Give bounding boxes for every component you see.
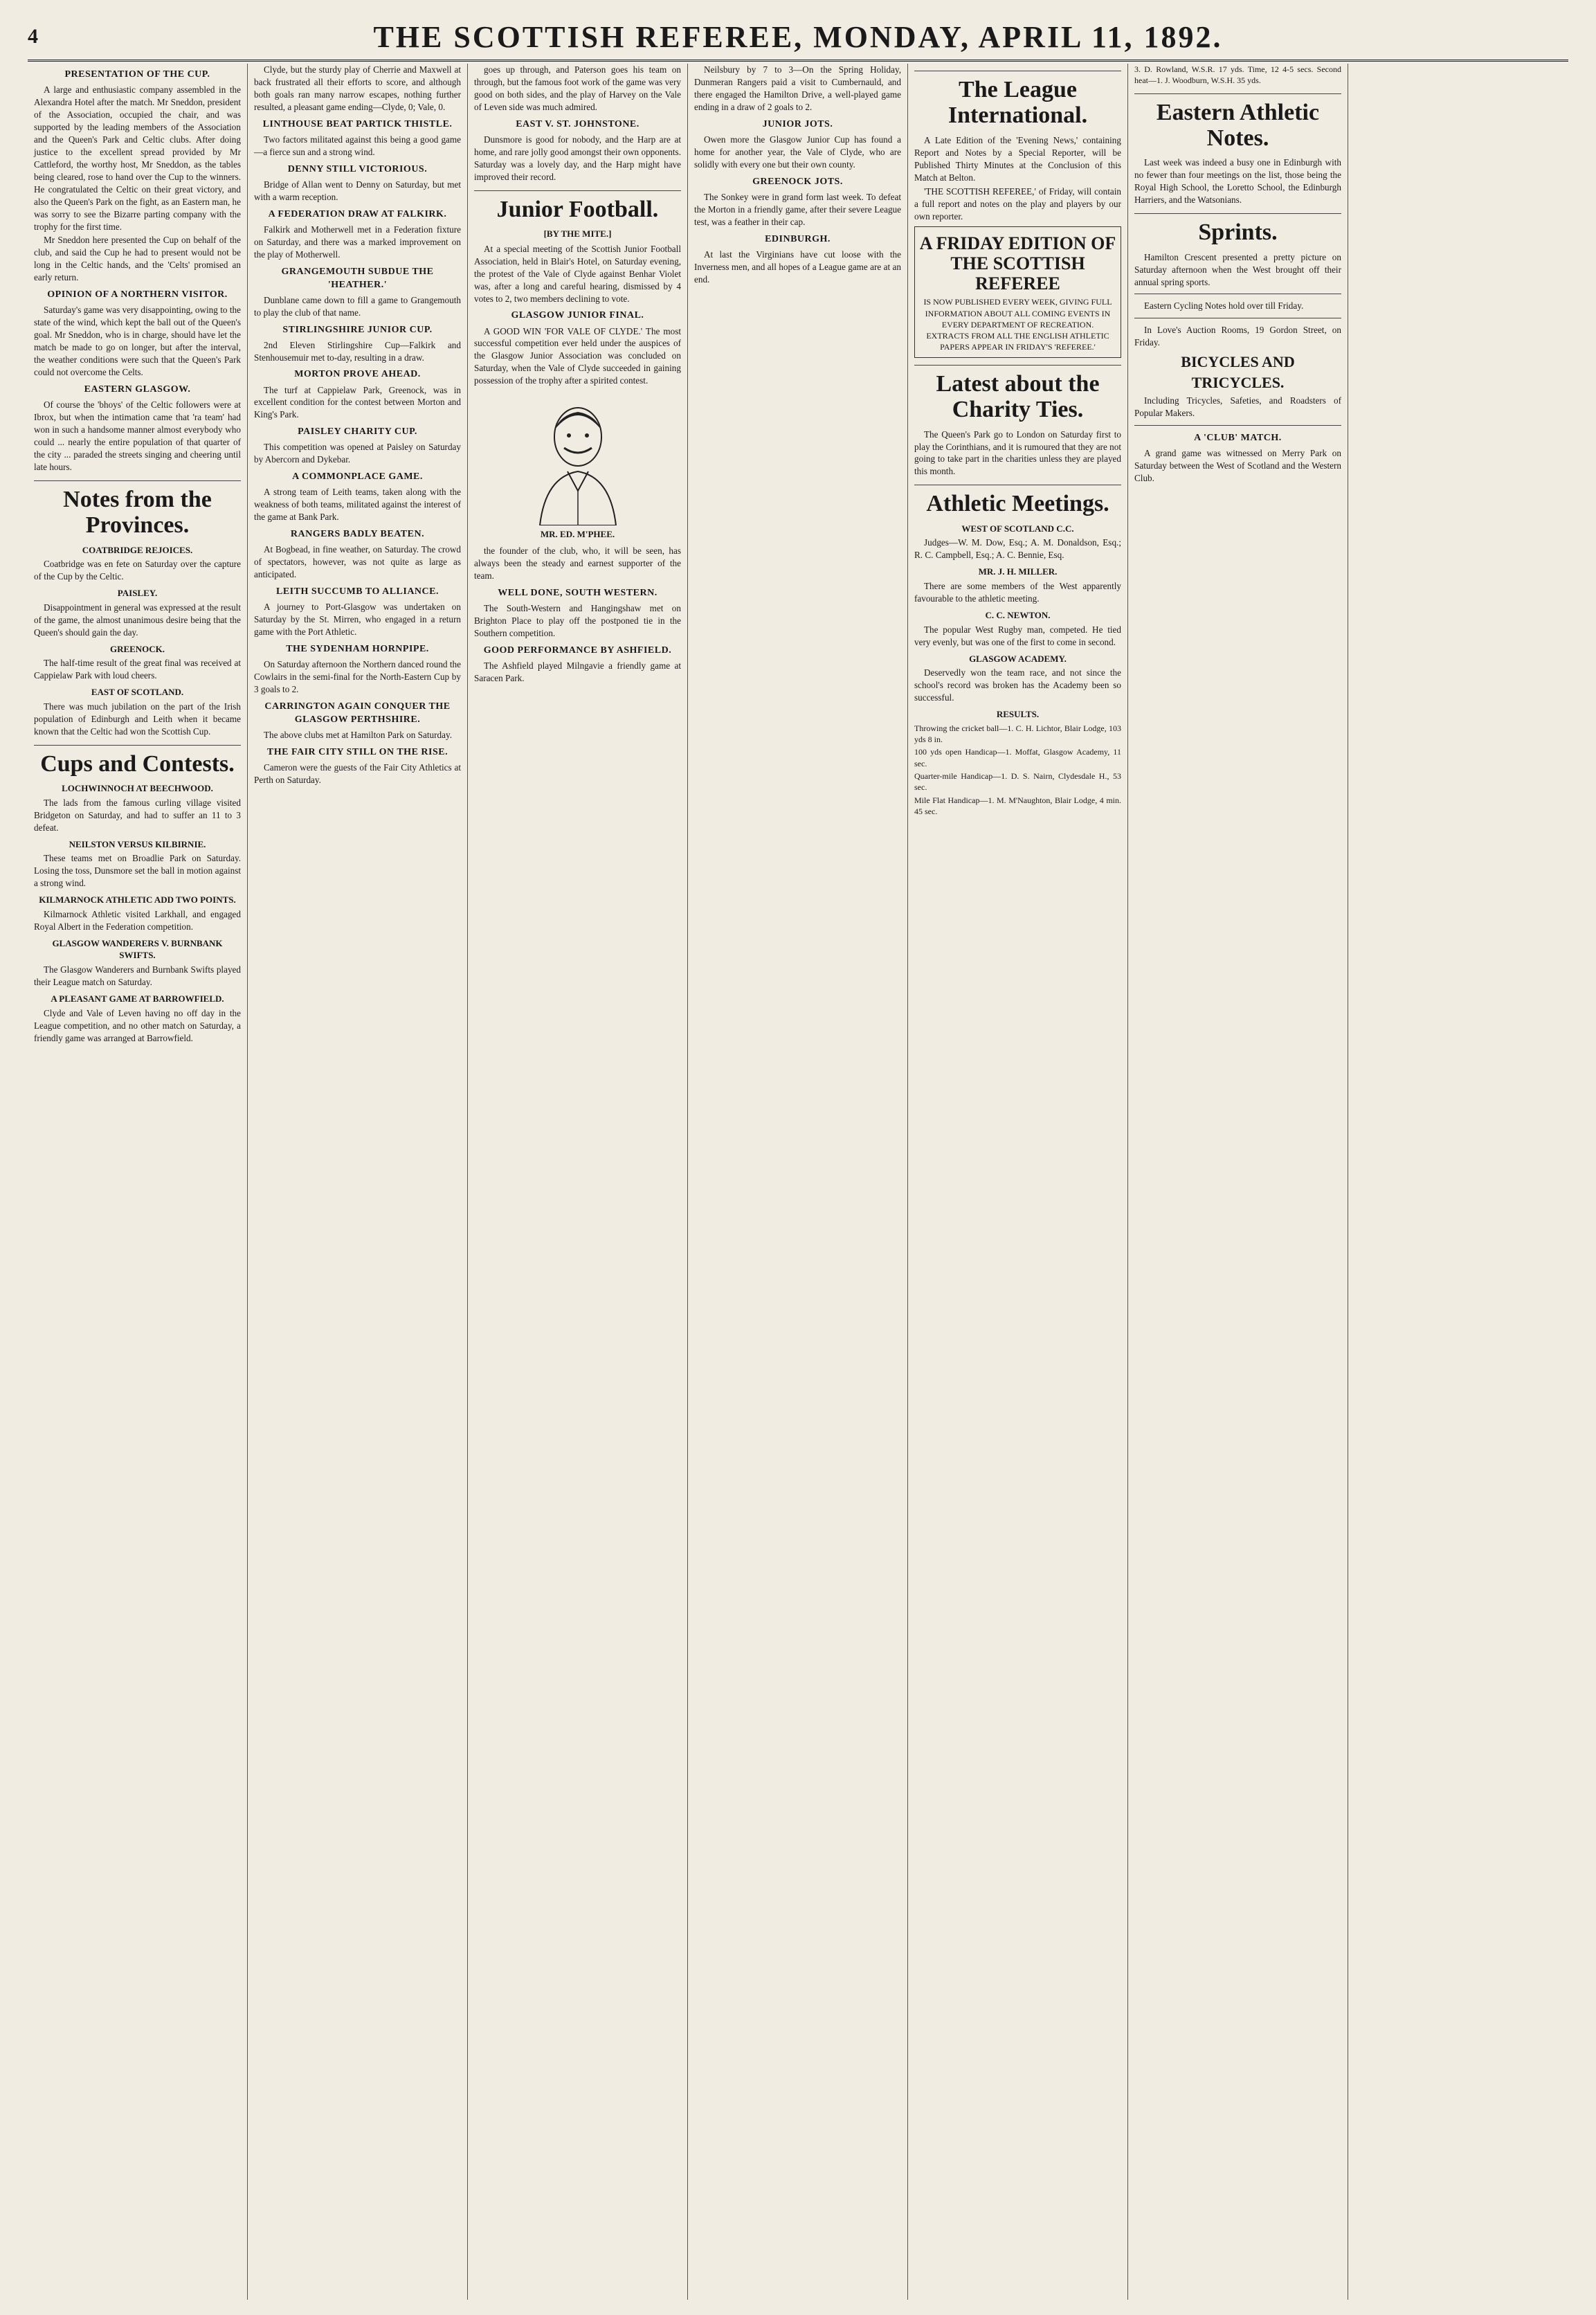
paragraph: Of course the 'bhoys' of the Celtic followers were at Ibrox, but when the intimation came that 'ra team' had won in such a handsome manner almost everybody who could ... nearly the entire population of that quarter of the city ... paraded the streets singing and cheering until late hours. xyxy=(34,399,241,472)
paragraph: There was much jubilation on the part of the Irish population of Edinburgh and Leith when it became known that the Celtic had won the Scottish Cup. xyxy=(34,701,241,737)
column-1 xyxy=(28,64,248,2300)
article-columns xyxy=(28,64,1568,2300)
result-line: 100 yds open Handicap—1. Moffat, Glasgow Academy, 11 sec. xyxy=(914,747,1121,768)
advertisement-title: BICYCLES AND TRICYCLES. xyxy=(1181,353,1295,392)
heading: EASTERN GLASGOW. xyxy=(84,384,191,395)
portrait-illustration xyxy=(526,394,630,525)
paragraph: In Love's Auction Rooms, 19 Gordon Street, on Friday. xyxy=(1134,325,1341,348)
section-title: Latest about the Charity Ties. xyxy=(914,365,1121,423)
paragraph: Dunsmore is good for nobody, and the Harp are at home, and rare jolly good amongst their own opponents. Saturday was a lovely day, and the Harp might have improved their record. xyxy=(474,134,681,182)
heading: A FEDERATION DRAW AT FALKIRK. xyxy=(268,208,447,219)
paragraph: Clyde and Vale of Leven having no off day in the League competition, and no other match on Saturday, a friendly game was arranged at Barrowfield. xyxy=(34,1007,241,1043)
heading: GRANGEMOUTH SUBDUE THE 'HEATHER.' xyxy=(281,266,434,290)
paragraph: Last week was indeed a busy one in Edinburgh with no fewer than four meetings on the list, those being the Royal High School, the Loretto School, the Edinburgh Harriers, and the Watsonians. xyxy=(1134,157,1341,206)
heading: GLASGOW ACADEMY. xyxy=(969,653,1067,664)
heading: JUNIOR JOTS. xyxy=(762,118,833,129)
heading: GREENOCK. xyxy=(109,643,165,654)
heading: WELL DONE, SOUTH WESTERN. xyxy=(498,587,658,598)
column-6 xyxy=(1128,64,1348,2300)
paragraph: The Ashfield played Milngavie a friendly game at Saracen Park. xyxy=(474,660,681,683)
heading: GLASGOW WANDERERS V. BURNBANK SWIFTS. xyxy=(52,937,223,961)
section-title: Athletic Meetings. xyxy=(914,485,1121,516)
paragraph: The above clubs met at Hamilton Park on Saturday. xyxy=(264,729,452,740)
paragraph: Neilsbury by 7 to 3—On the Spring Holiday, Dunmeran Rangers paid a visit to Cumbernauld, and there engaged the Hamilton Drive, a well-played game ending in a draw of 2 goals to 2. xyxy=(694,64,901,112)
heading: COATBRIDGE REJOICES. xyxy=(82,544,193,555)
section-title: Cups and Contests. xyxy=(34,745,241,777)
paragraph: The turf at Cappielaw Park, Greenock, was in excellent condition for the contest between Morton and King's Park. xyxy=(254,384,461,420)
paragraph: 'THE SCOTTISH REFEREE,' of Friday, will contain a full report and notes on the play and players by our own reporter. xyxy=(914,186,1121,222)
heading: RANGERS BADLY BEATEN. xyxy=(290,529,425,540)
paragraph: At Bogbead, in fine weather, on Saturday. The crowd of spectators, however, was not quite as large as anticipated. xyxy=(254,544,461,580)
heading: C. C. NEWTON. xyxy=(985,609,1051,620)
heading: THE SYDENHAM HORNPIPE. xyxy=(286,643,429,654)
column-4 xyxy=(688,64,908,2300)
heading: EAST OF SCOTLAND. xyxy=(91,687,184,698)
divider xyxy=(1134,425,1341,426)
column-3 xyxy=(468,64,688,2300)
paragraph: The popular West Rugby man, competed. He tied very evenly, but was one of the first to come in second. xyxy=(914,624,1121,647)
heading: MORTON PROVE AHEAD. xyxy=(294,369,421,380)
paragraph: Mr Sneddon here presented the Cup on behalf of the club, and said the Cup he had to present would not be long in the Celtic hands, and the 'Celts' promised an early return. xyxy=(34,235,241,283)
paragraph: Hamilton Crescent presented a pretty picture on Saturday afternoon when the West brought off their annual spring sports. xyxy=(1134,251,1341,287)
portrait-caption: MR. ED. M'PHEE. xyxy=(540,529,615,540)
paragraph: A strong team of Leith teams, taken along with the weakness of both teams, militated against the interest of the game at Bank Park. xyxy=(254,487,461,523)
heading: PRESENTATION OF THE CUP. xyxy=(64,69,210,80)
paragraph: On Saturday afternoon the Northern danced round the Cowlairs in the semi-final for the North-Eastern Cup by 3 goals to 2. xyxy=(254,659,461,694)
masthead xyxy=(28,14,1568,62)
byline: [BY THE MITE.] xyxy=(543,228,612,240)
paragraph: 2nd Eleven Stirlingshire Cup—Falkirk and Stenhousemuir met to-day, resulting in a draw. xyxy=(254,339,461,363)
heading: GOOD PERFORMANCE BY ASHFIELD. xyxy=(483,645,672,656)
heading: MR. J. H. MILLER. xyxy=(978,566,1058,577)
heading: NEILSTON VERSUS KILBIRNIE. xyxy=(69,838,206,849)
page-number: 4 xyxy=(28,25,38,48)
section-title: Notes from the Provinces. xyxy=(34,480,241,539)
paragraph: Dunblane came down to fill a game to Grangemouth to play the club of that name. xyxy=(254,294,461,318)
paragraph: Disappointment in general was expressed at the result of the game, the almost unanimous desire being that the Queen's should gain the day. xyxy=(34,602,241,638)
paragraph: The Glasgow Wanderers and Burnbank Swifts played their League match on Saturday. xyxy=(34,964,241,988)
paragraph: A journey to Port-Glasgow was undertaken on Saturday by the St. Mirren, who engaged in a return game with the Port Athletic. xyxy=(254,602,461,638)
heading: THE FAIR CITY STILL ON THE RISE. xyxy=(266,746,448,757)
result-line: Mile Flat Handicap—1. M. M'Naughton, Blair Lodge, 4 min. 45 sec. xyxy=(914,795,1121,816)
paragraph: Saturday's game was very disappointing, owing to the state of the wind, which kept the ball out of the Queen's goal. Mr Sneddon, who is in charge, should have let the match be made to go on longer, but after the interval, the weather conditions were such that the Queen's Park could not overcome the Celts. xyxy=(34,305,241,378)
section-title: Eastern Athletic Notes. xyxy=(1134,93,1341,152)
newspaper-title: THE SCOTTISH REFEREE, MONDAY, APRIL 11, 1892. xyxy=(373,19,1223,54)
heading: WEST OF SCOTLAND C.C. xyxy=(961,523,1074,534)
heading: A 'CLUB' MATCH. xyxy=(1194,433,1282,444)
heading: GREENOCK JOTS. xyxy=(752,176,843,187)
paragraph: The half-time result of the great final was received at Cappielaw Park with loud cheers. xyxy=(34,658,241,681)
friday-edition-notice xyxy=(914,226,1121,357)
result-line: Throwing the cricket ball—1. C. H. Lichtor, Blair Lodge, 103 yds 8 in. xyxy=(914,723,1121,745)
heading: PAISLEY CHARITY CUP. xyxy=(298,426,417,438)
column-2 xyxy=(248,64,468,2300)
section-title: Junior Football. xyxy=(474,190,681,222)
heading: LEITH SUCCUMB TO ALLIANCE. xyxy=(276,586,439,597)
paragraph: Coatbridge was en fete on Saturday over the capture of the Cup by the Celtic. xyxy=(34,559,241,582)
heading: DENNY STILL VICTORIOUS. xyxy=(287,163,428,174)
heading: A COMMONPLACE GAME. xyxy=(292,471,423,483)
paragraph: Judges—W. M. Dow, Esq.; A. M. Donaldson, Esq.; R. C. Campbell, Esq.; A. C. Bennie, Esq. xyxy=(914,537,1121,561)
heading: LOCHWINNOCH AT BEECHWOOD. xyxy=(62,783,213,794)
section-title: The League International. xyxy=(914,71,1121,129)
column-7 xyxy=(1348,64,1568,2300)
paragraph: Clyde, but the sturdy play of Cherrie and Maxwell at back frustrated all their efforts to score, and although both goals ran many narrow escapes, nothing further resulted, a pleasant game ending—Clyde, 0; Vale, 0. xyxy=(254,64,461,112)
heading: PAISLEY. xyxy=(117,588,158,599)
heading: CARRINGTON AGAIN CONQUER THE GLASGOW PERTHSHIRE. xyxy=(264,701,451,725)
paragraph: The lads from the famous curling village visited Bridgeton on Saturday, and had to suffer an 11 to 3 defeat. xyxy=(34,797,241,833)
heading: EAST V. ST. JOHNSTONE. xyxy=(516,118,640,129)
heading: EDINBURGH. xyxy=(765,233,831,244)
paragraph: Cameron were the guests of the Fair City Athletics at Perth on Saturday. xyxy=(254,762,461,785)
notice-small: EXTRACTS FROM ALL THE ENGLISH ATHLETIC PAPERS APPEAR IN FRIDAY'S 'REFEREE.' xyxy=(926,331,1109,352)
paragraph: Falkirk and Motherwell met in a Federation fixture on Saturday, and there was a marked improvement on the play of Motherwell. xyxy=(254,224,461,260)
paragraph: The Sonkey were in grand form last week. To defeat the Morton in a friendly game, after their severe League test, was a feather in their cap. xyxy=(694,191,901,227)
notice-title: A FRIDAY EDITION OF THE SCOTTISH REFEREE xyxy=(919,233,1116,294)
paragraph: A large and enthusiastic company assembled in the Alexandra Hotel after the match. Mr Sneddon, president of the Association, occupied the chair, and was supported by the leading members of the Association and the Queen's Park and Celtic clubs. After doing justice to the excellent spread provided by Mr Cattleford, the worthy host, Mr Sneddon, as the tables being cleared, rose to hand over the Cup to the winners. He congratulated the Celtic on their great victory, and also the Queen's Park on the fight, as an Eastern man, he was sorry to see the Bizarre parting company with the trophy for the first time. xyxy=(34,84,241,232)
paragraph: Eastern Cycling Notes hold over till Friday. xyxy=(1144,300,1304,312)
paragraph: The South-Western and Hangingshaw met on Brighton Place to play off the postponed tie in the Southern competition. xyxy=(474,602,681,638)
paragraph: Including Tricycles, Safeties, and Roadsters of Popular Makers. xyxy=(1134,395,1341,419)
paragraph: Two factors militated against this being a good game—a fierce sun and a strong wind. xyxy=(254,134,461,157)
paragraph: These teams met on Broadlie Park on Saturday. Losing the toss, Dunsmore set the ball in motion against a strong wind. xyxy=(34,853,241,889)
paragraph: Owen more the Glasgow Junior Cup has found a home for another year, the Vale of Clyde, who are solidly with every one but their own county. xyxy=(694,134,901,170)
paragraph: A Late Edition of the 'Evening News,' containing Report and Notes by a Special Reporter, will be Published Thirty Minutes at the Conclusion of this Match at Belton. xyxy=(914,134,1121,183)
heading: OPINION OF A NORTHERN VISITOR. xyxy=(47,289,228,300)
paragraph: The Queen's Park go to London on Saturday first to play the Corinthians, and it is rumoured that they are not going to take part in the charities unless they are played this month. xyxy=(914,429,1121,477)
section-title: Sprints. xyxy=(1134,213,1341,245)
result-line: Quarter-mile Handicap—1. D. S. Nairn, Clydesdale H., 53 sec. xyxy=(914,771,1121,793)
paragraph: This competition was opened at Paisley on Saturday by Abercorn and Dykebar. xyxy=(254,442,461,465)
notice-body: IS NOW PUBLISHED EVERY WEEK, GIVING FULL INFORMATION ABOUT ALL COMING EVENTS IN EVERY DEPARTMENT OF RECREATION. xyxy=(923,297,1112,330)
paragraph: There are some members of the West apparently favourable to the athletic meeting. xyxy=(914,581,1121,604)
paragraph: At last the Virginians have cut loose with the Inverness men, and all hopes of a League game are at an end. xyxy=(694,249,901,285)
result-line: 3. D. Rowland, W.S.R. 17 yds. Time, 12 4-5 secs. Second heat—1. J. Woodburn, W.S.H. 35 yds. xyxy=(1134,64,1341,86)
paragraph: Bridge of Allan went to Denny on Saturday, but met with a warm reception. xyxy=(254,179,461,202)
paragraph: Kilmarnock Athletic visited Larkhall, and engaged Royal Albert in the Federation competition. xyxy=(34,908,241,932)
heading: LINTHOUSE BEAT PARTICK THISTLE. xyxy=(262,118,453,129)
heading: GLASGOW JUNIOR FINAL. xyxy=(511,310,644,321)
heading: RESULTS. xyxy=(996,709,1040,720)
paragraph: goes up through, and Paterson goes his team on through, but the famous foot work of the game was very good on both sides, and the play of Harvey on the Vale of Leven side was much admired. xyxy=(474,64,681,112)
heading: KILMARNOCK ATHLETIC ADD TWO POINTS. xyxy=(39,894,236,906)
paragraph: the founder of the club, who, it will be seen, has always been the steady and earnest supporter of the team. xyxy=(474,545,681,581)
paragraph: A grand game was witnessed on Merry Park on Saturday between the West of Scotland and the Western Club. xyxy=(1134,448,1341,483)
heading: STIRLINGSHIRE JUNIOR CUP. xyxy=(282,324,433,335)
heading: A PLEASANT GAME AT BARROWFIELD. xyxy=(51,993,224,1005)
paragraph: A GOOD WIN 'FOR VALE OF CLYDE.' The most successful competition ever held under the auspices of the Glasgow Junior Association was concluded on Saturday, when the Vale of Clyde succeeded in gaining possession of the trophy after a spirited contest. xyxy=(474,325,681,386)
paragraph: Deservedly won the team race, and not since the school's record was broken has the Academy been so successful. xyxy=(914,667,1121,703)
paragraph: At a special meeting of the Scottish Junior Football Association, held in Blair's Hotel, on Saturday evening, the protest of the Vale of Clyde against Benhar Violet was, after a long and careful hearing, dismissed by 4 votes to 2, two members declining to vote. xyxy=(474,243,681,304)
column-5 xyxy=(908,64,1128,2300)
